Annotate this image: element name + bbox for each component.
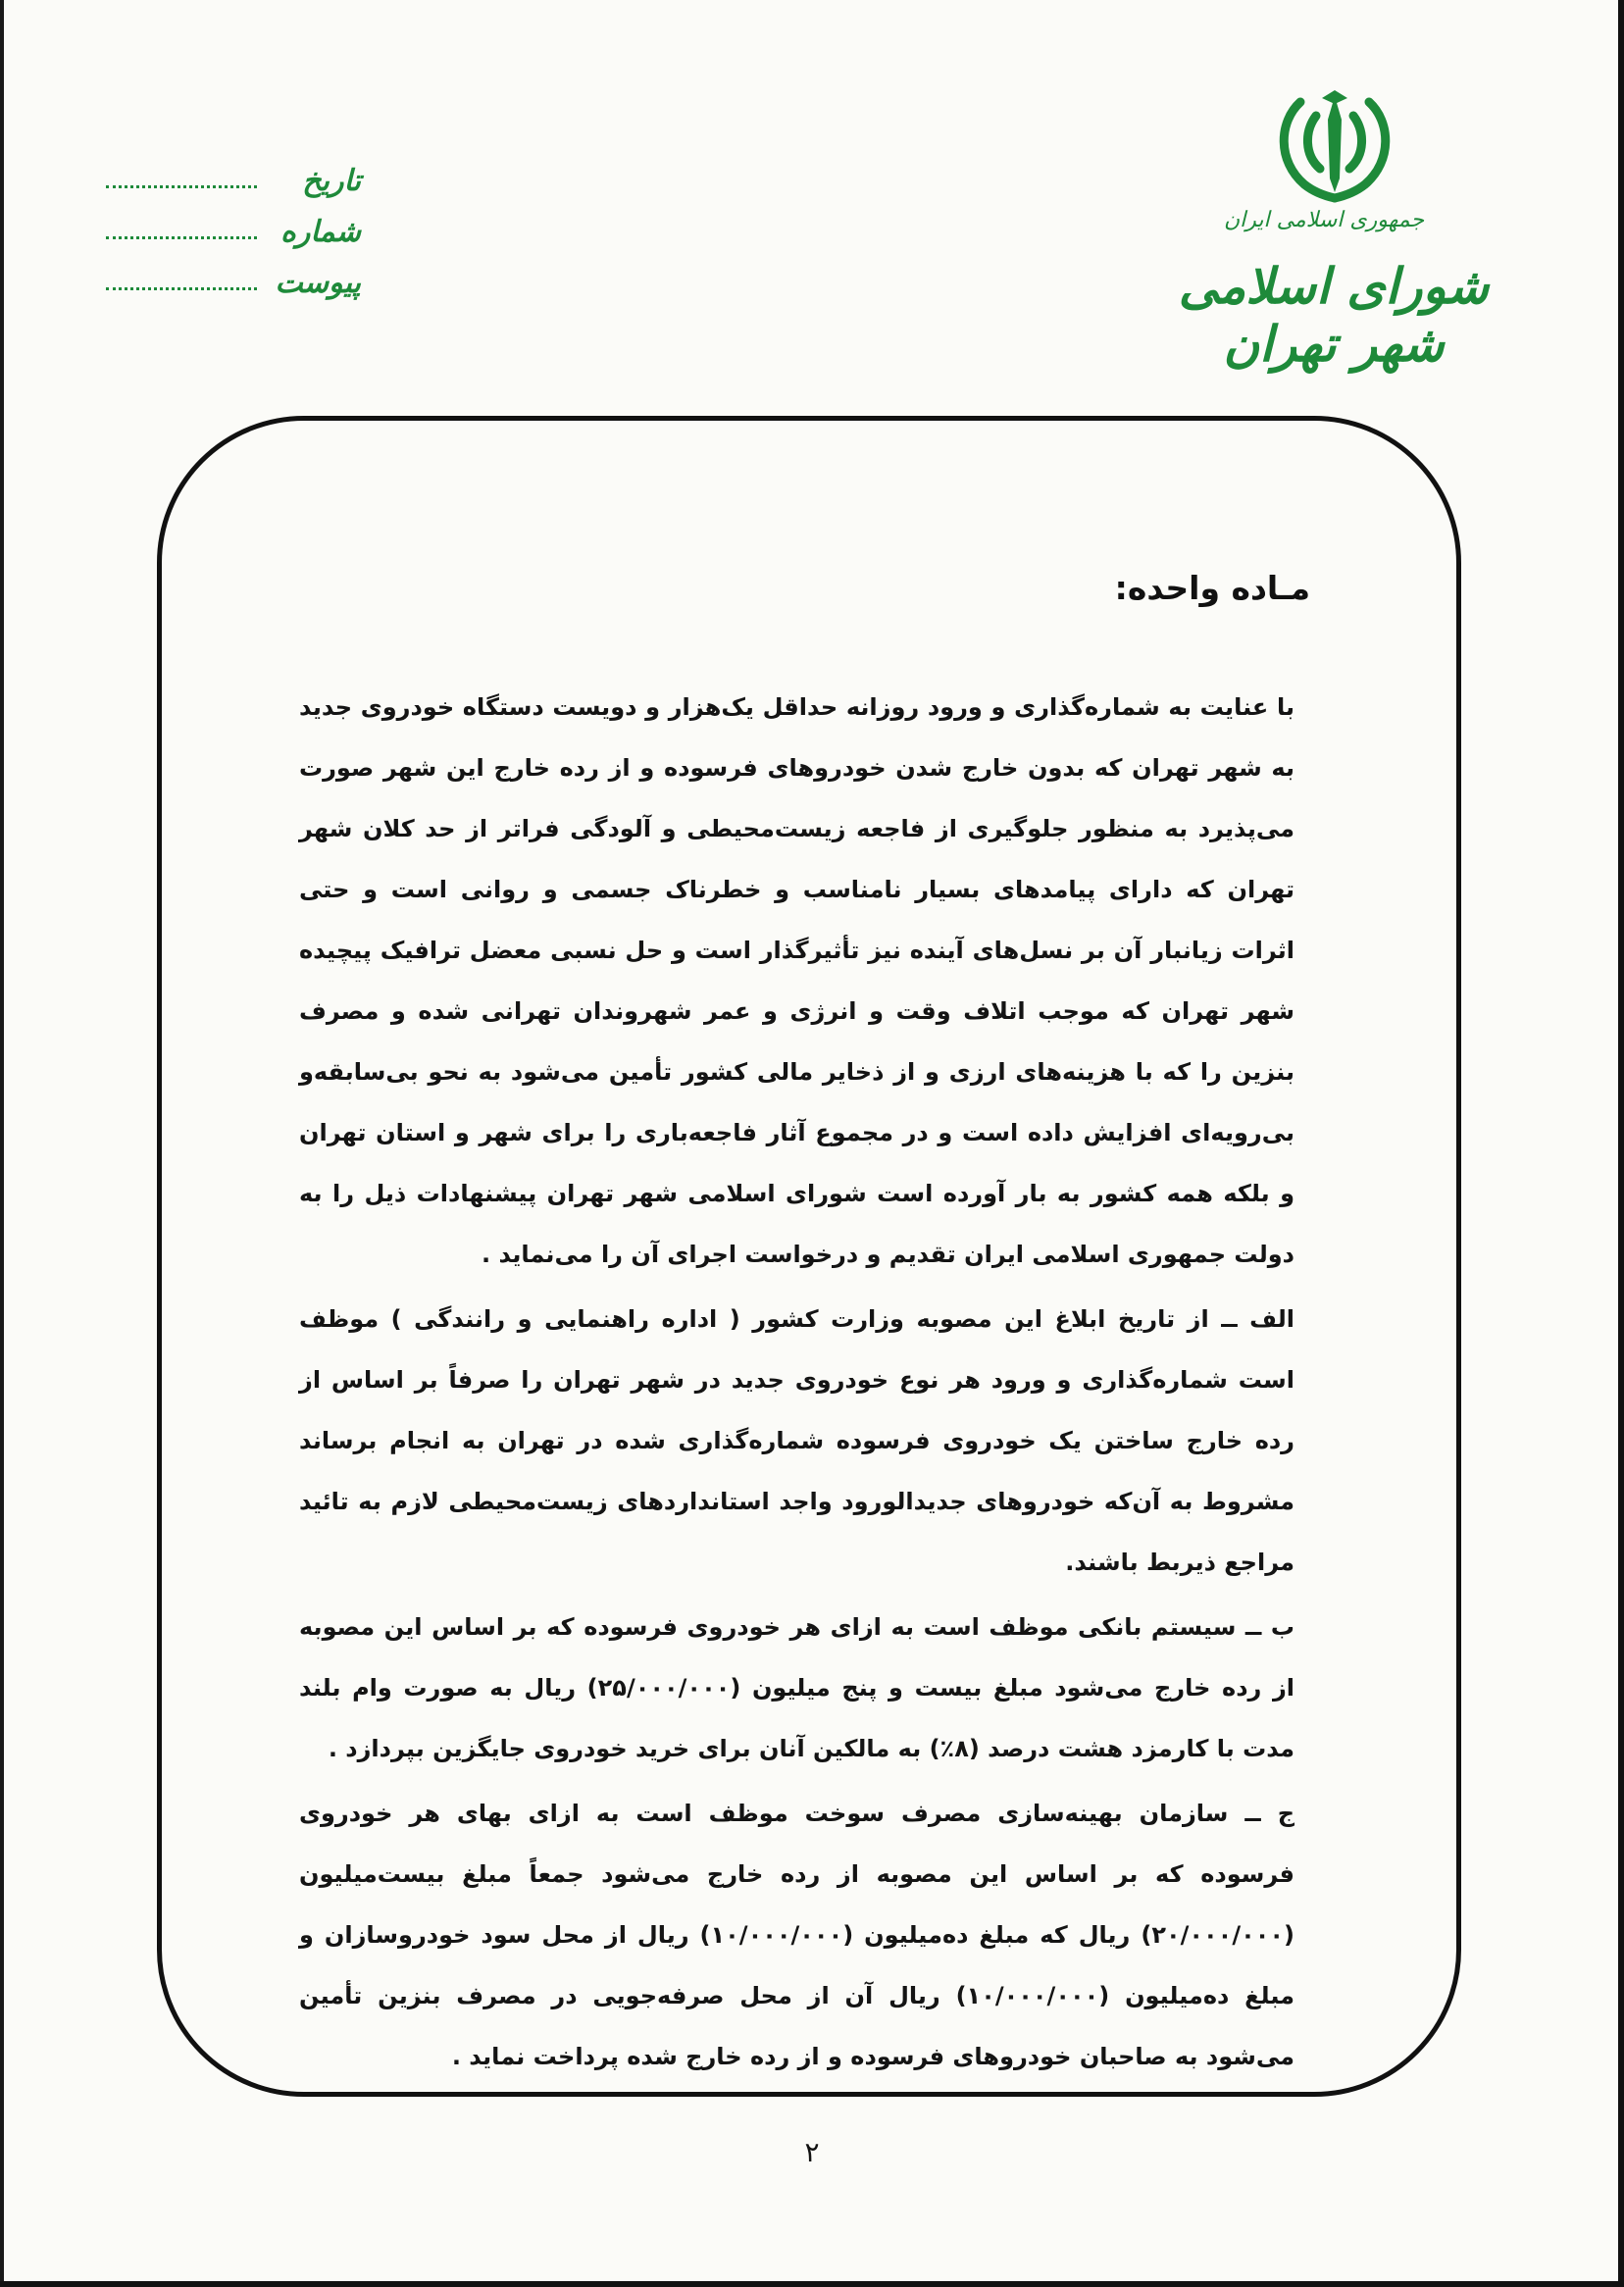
clause-be-label: ب ــ xyxy=(1244,1613,1294,1641)
clause-jim-text: سازمان بهینه‌سازی مصرف سوخت موظف است به ازای بهای هر خودروی فرسوده که بر اساس این مصوبه از رده خارج می‌شود جمعاً مبلغ بیست‌میلیون (۲۰/۰۰۰/۰۰۰) ریال که مبلغ ده‌میلیون (۱۰/۰۰۰/۰۰۰) ریال از محل سود خودروسازان و مبلغ ده‌میلیون (۱۰/۰۰۰/۰۰۰) ریال آن از محل صرفه‌جویی در مصرف بنزین تأمین می‌شود به صاحبان خودروهای فرسوده و از رده خارج شده پرداخت نماید . xyxy=(299,1800,1295,2070)
page-edge-bottom xyxy=(0,2281,1624,2287)
intro-paragraph: با عنایت به شماره‌گذاری و ورود روزانه حداقل یک‌هزار و دویست دستگاه خودروی جدید به شهر تهران که بدون خارج شدن خودروهای فرسوده و از رده خارج این شهر صورت می‌پذیرد به منظور جلوگیری از فاجعه زیست‌محیطی و آلودگی فراتر از حد کلان شهر تهران که دارای پیامدهای بسیار نامناسب و خطرناک جسمی و روانی است و حتی اثرات زیانبار آن بر نسل‌های آینده نیز تأثیرگذار است و حل نسبی معضل ترافیک پیچیده شهر تهران که موجب اتلاف وقت و انرژی و عمر شهروندان تهرانی شده و مصرف بنزین را که با هزینه‌های ارزی و از ذخایر مالی کشور تأمین می‌شود به نحو بی‌سابقه‌و بی‌رویه‌ای افزایش داده است و در مجموع آثار فاجعه‌باری را برای شهر و استان تهران و بلکه همه کشور به بار آورده است شورای اسلامی شهر تهران پیشنهادات ذیل را به دولت جمهوری اسلامی ایران تقدیم و درخواست اجرای آن را می‌نماید . xyxy=(299,693,1294,1268)
page-number: ۲ xyxy=(804,2136,820,2168)
number-label: شماره xyxy=(280,215,361,249)
article-heading: مـاده واحده: xyxy=(1114,569,1310,607)
clause-be xyxy=(299,1597,1294,1779)
clause-jim-label: ج ــ xyxy=(1244,1800,1294,1827)
council-name: شورای اسلامی شهر تهران xyxy=(1178,257,1490,373)
article-body xyxy=(299,677,1294,2091)
clause-be-text: سیستم بانکی موظف است به ازای هر خودروی فرسوده که بر اساس این مصوبه از رده خارج می‌شود مبلغ بیست و پنج میلیون (۲۵/۰۰۰/۰۰۰) ریال به صورت وام بلند مدت با کارمزد هشت درصد (۸٪) به مالکین آنان برای خرید خودروی جایگزین بپردازد . xyxy=(299,1613,1294,1762)
iran-emblem-icon xyxy=(1271,90,1398,206)
republic-name: جمهوری اسلامی ایران xyxy=(1223,208,1425,232)
page-edge-right xyxy=(1618,0,1624,2287)
date-field xyxy=(106,147,361,198)
number-value-line xyxy=(106,235,257,239)
letter-meta-fields xyxy=(106,147,361,300)
date-value-line xyxy=(106,184,257,188)
attachment-label: پیوست xyxy=(275,266,361,300)
page-edge-left xyxy=(0,0,4,2287)
clause-alef xyxy=(299,1289,1294,1593)
clause-jim xyxy=(299,1783,1294,2087)
clause-alef-label: الف ــ xyxy=(1221,1305,1294,1333)
attachment-value-line xyxy=(106,286,257,290)
attachment-field xyxy=(106,249,361,300)
date-label: تاریخ xyxy=(302,164,361,198)
clause-alef-text: از تاریخ ابلاغ این مصوبه وزارت کشور ( اداره راهنمایی و رانندگی ) موظف است شماره‌گذاری و ورود هر نوع خودروی جدید در شهر تهران را صرفاً بر اساس از رده خارج ساختن یک خودروی فرسوده شماره‌گذاری شده در تهران به انجام برساند مشروط به آن‌که خودروهای جدیدالورود واجد استانداردهای زیست‌محیطی لازم به تائید مراجع ذیربط باشند. xyxy=(299,1305,1294,1576)
number-field xyxy=(106,198,361,249)
